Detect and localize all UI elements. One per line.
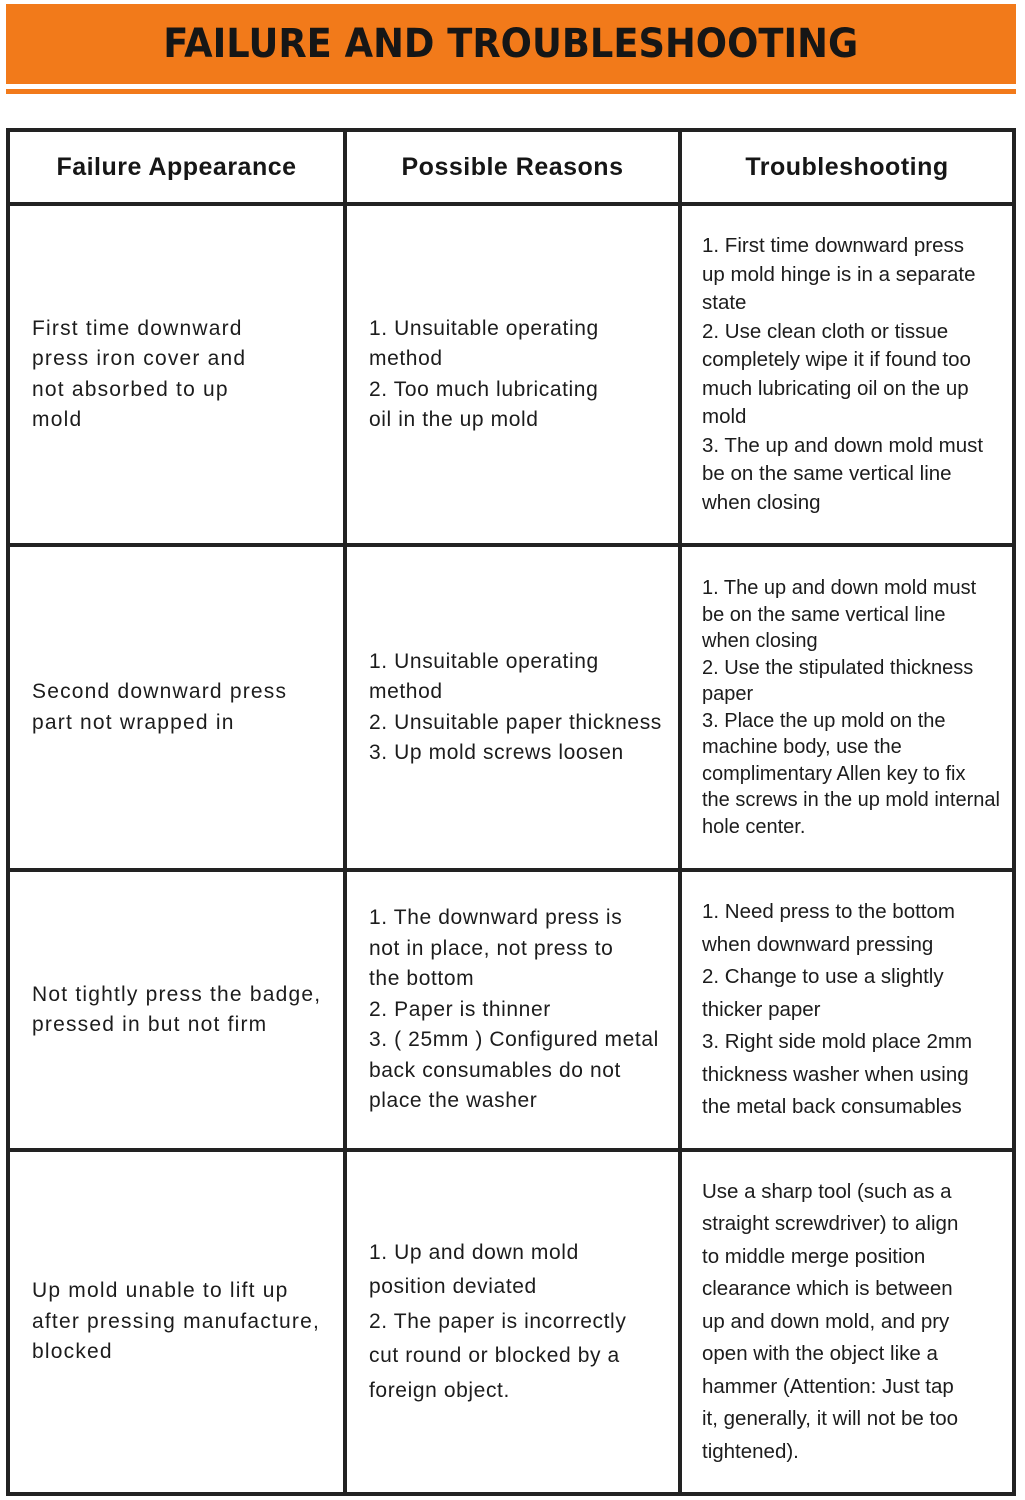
table-cell-reasons: [347, 547, 682, 872]
reasons-text: 1. The downward press is not in place, not press to the bottom 2. Paper is thinner 3. ( 25mm ) Configured metal back consumables do not place the washer: [369, 906, 659, 1113]
reasons-text: 1. Up and down mold position deviated 2. The paper is incorrectly cut round or blocked by a foreign object.: [369, 1240, 627, 1402]
table-cell-troubleshooting: [682, 547, 1012, 872]
table-cell-failure: [10, 547, 347, 872]
table-cell-reasons: [347, 206, 682, 547]
header-troubleshooting: Troubleshooting: [682, 132, 1012, 206]
table-cell-reasons: [347, 872, 682, 1152]
troubleshooting-text: 1. Need press to the bottom when downward pressing 2. Change to use a slightly thicker paper 3. Right side mold place 2mm thickness washer when using the metal back consumables: [702, 900, 973, 1119]
title-banner: [6, 4, 1016, 84]
failure-text: Second downward press part not wrapped in: [32, 680, 288, 734]
table-cell-reasons: [347, 1152, 682, 1492]
troubleshooting-text: Use a sharp tool (such as a straight screwdriver) to align to middle merge position clearance which is between up and down mold, and pry open with the object like a hammer (Attention: Just tap it, generally, it will not be too tightened).: [702, 1179, 959, 1463]
page-title: FAILURE AND TROUBLESHOOTING: [163, 21, 859, 67]
table-cell-failure: [10, 206, 347, 547]
table-cell-failure: [10, 872, 347, 1152]
header-failure-appearance: Failure Appearance: [10, 132, 347, 206]
troubleshooting-text: 1. The up and down mold must be on the same vertical line when closing 2. Use the stipulated thickness paper 3. Place the up mold on the machine body, use the complimentary Allen key to fix the screws in the up mold internal hole center.: [702, 577, 1000, 838]
failure-text: Not tightly press the badge, pressed in but not firm: [32, 982, 322, 1036]
reasons-text: 1. Unsuitable operating method 2. Too much lubricating oil in the up mold: [369, 316, 599, 431]
table-cell-troubleshooting: [682, 206, 1012, 547]
header-possible-reasons: Possible Reasons: [347, 132, 682, 206]
failure-text: Up mold unable to lift up after pressing manufacture, blocked: [32, 1279, 321, 1364]
failure-text: First time downward press iron cover and not absorbed to up mold: [32, 316, 247, 431]
table-cell-troubleshooting: [682, 1152, 1012, 1492]
table-cell-troubleshooting: [682, 872, 1012, 1152]
table-cell-failure: [10, 1152, 347, 1492]
title-underline: [6, 89, 1016, 94]
troubleshooting-table: [6, 128, 1016, 1496]
troubleshooting-text: 1. First time downward press up mold hinge is in a separate state 2. Use clean cloth or tissue completely wipe it if found too much lubricating oil on the up mold 3. The up and down mold must be on the same vertical line when closing: [702, 234, 984, 514]
reasons-text: 1. Unsuitable operating method 2. Unsuitable paper thickness 3. Up mold screws loosen: [369, 649, 662, 764]
